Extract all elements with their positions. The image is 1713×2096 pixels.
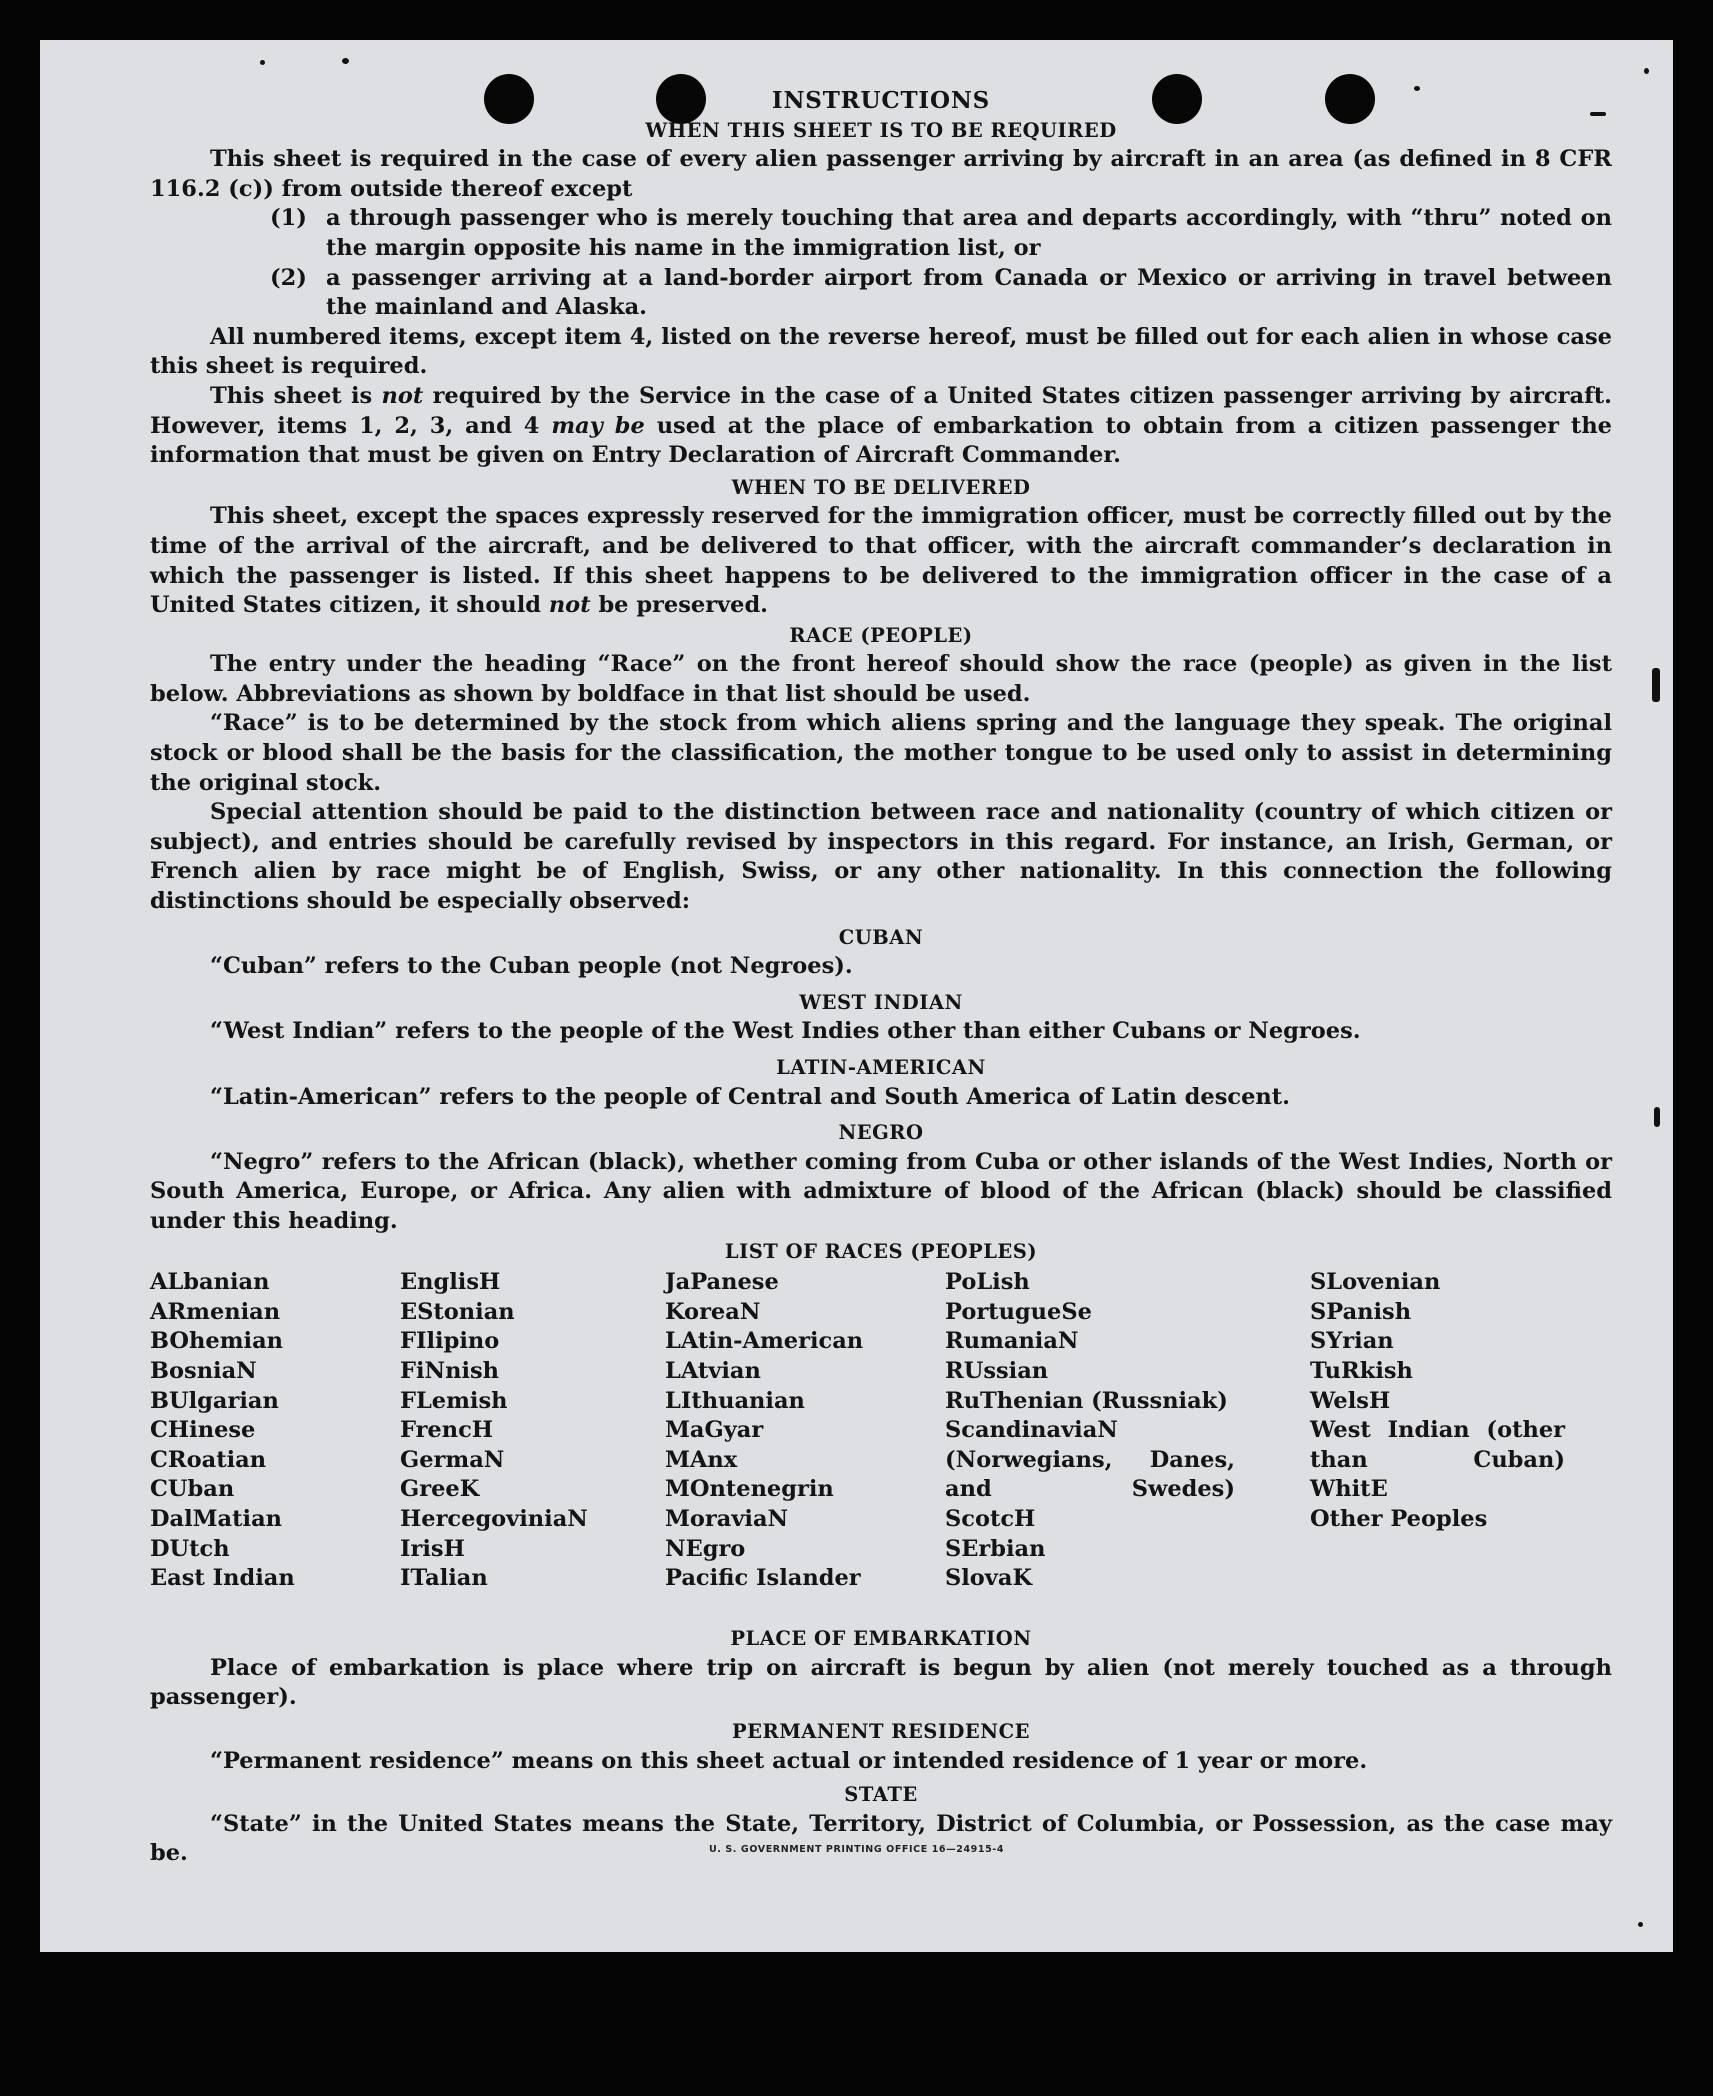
section-heading-negro: NEGRO	[838, 1121, 924, 1145]
race-item: West Indian (other than Cuban)	[1310, 1417, 1565, 1473]
race-item: SLovenian	[1310, 1269, 1441, 1296]
paragraph-permanent-residence: “Permanent residence” means on this sheet actual or intended residence of 1 year or more.	[210, 1747, 1368, 1774]
ink-speck	[260, 60, 265, 65]
paragraph-cuban: “Cuban” refers to the Cuban people (not Negroes).	[210, 953, 853, 980]
race-column	[1310, 1268, 1565, 1534]
item-number: (2)	[270, 264, 307, 291]
race-item: Pacific Islander	[665, 1565, 861, 1592]
race-item: DUtch	[150, 1535, 230, 1562]
section-heading-state: STATE	[844, 1783, 918, 1807]
race-item: ALbanian	[150, 1269, 270, 1296]
race-item: LAtin-American	[665, 1328, 864, 1355]
item-number: (1)	[270, 205, 307, 232]
printing-office-imprint: U. S. GOVERNMENT PRINTING OFFICE 16—24915-4	[708, 1844, 1005, 1855]
race-item: ITalian	[400, 1565, 488, 1592]
paragraph-delivered: This sheet, except the spaces expressly reserved for the immigration officer, must be correctly filled out by the time of the arrival of the aircraft, and be delivered to that officer, with the aircraft commander’s declaration in which the passenger is listed. If this sheet happens to be delivered to the immigration officer in the case of a United States citizen, it should not be preserved.	[150, 503, 1612, 619]
paragraph-race-1: The entry under the heading “Race” on the front hereof should show the race (people) as given in the list below. Abbreviations as shown by boldface in that list should be used.	[150, 651, 1612, 707]
race-item: LIthuanian	[665, 1387, 805, 1414]
race-item: PortugueSe	[945, 1298, 1092, 1325]
race-item: EnglisH	[400, 1269, 501, 1296]
race-item: FIlipino	[400, 1328, 500, 1355]
instructions-content	[150, 86, 1612, 1869]
race-item: CHinese	[150, 1417, 256, 1444]
paragraph-negro: “Negro” refers to the African (black), whether coming from Cuba or other islands of the West Indies, North or South America, Europe, or Africa. Any alien with admixture of blood of the African (black) should be classified under this heading.	[150, 1148, 1612, 1234]
race-item: FLemish	[400, 1387, 508, 1414]
race-item: BosniaN	[150, 1357, 257, 1384]
race-column	[945, 1268, 1235, 1594]
race-item: HercegoviniaN	[400, 1505, 588, 1532]
section-heading-race: RACE (PEOPLE)	[789, 623, 973, 647]
race-item: KoreaN	[665, 1298, 761, 1325]
race-item: MaGyar	[665, 1417, 764, 1444]
paragraph-citizen: This sheet is not required by the Service in the case of a United States citizen passenger arriving by aircraft. However, items 1, 2, 3, and 4 may be used at the place of embarkation to obtain from a citizen passenger the information that must be given on Entry Declaration of Aircraft Commander.	[150, 382, 1613, 469]
ink-speck	[1644, 68, 1649, 74]
paragraph-place-of-embarkation: Place of embarkation is place where trip on aircraft is begun by alien (not merely touched as a through passenger).	[150, 1654, 1612, 1711]
race-item: SlovaK	[945, 1565, 1033, 1592]
paragraph-state: “State” in the United States means the State, Territory, District of Columbia, or Possession, as the case may be.	[150, 1810, 1612, 1867]
race-item: BOhemian	[150, 1328, 284, 1355]
section-heading-when-delivered: WHEN TO BE DELIVERED	[731, 475, 1031, 499]
race-item: RUssian	[945, 1357, 1049, 1384]
race-item: FiNnish	[400, 1357, 500, 1384]
race-column	[665, 1268, 863, 1594]
race-item: MAnx	[665, 1446, 738, 1473]
main-title: INSTRUCTIONS	[771, 87, 991, 114]
race-item: NEgro	[665, 1535, 746, 1562]
paragraph-race-2: “Race” is to be determined by the stock from which aliens spring and the language they speak. The original stock or blood shall be the basis for the classification, the mother tongue to be used only to assist in determining the original stock.	[150, 710, 1612, 796]
race-item: East Indian	[150, 1565, 295, 1592]
paragraph-numbered-items: All numbered items, except item 4, listed on the reverse hereof, must be filled out for each alien in whose case this sheet is required.	[150, 323, 1612, 380]
race-list	[150, 1268, 1612, 1624]
section-heading-latin-american: LATIN-AMERICAN	[776, 1056, 986, 1079]
section-heading-place-of-embarkation: PLACE OF EMBARKATION	[730, 1627, 1032, 1651]
race-item: MOntenegrin	[665, 1476, 834, 1503]
paragraph-required-intro: This sheet is required in the case of every alien passenger arriving by aircraft in an area (as defined in 8 CFR 116.2 (c)) from outside thereof except	[150, 146, 1612, 202]
race-item: PoLish	[945, 1269, 1030, 1296]
race-item: RumaniaN	[945, 1328, 1079, 1355]
race-item: GreeK	[400, 1476, 480, 1503]
section-heading-list-of-races: LIST OF RACES (PEOPLES)	[724, 1239, 1038, 1263]
item-text: a passenger arriving at a land-border airport from Canada or Mexico or arriving in travel between the mainland and Alaska.	[326, 264, 1612, 321]
section-heading-cuban: CUBAN	[838, 925, 924, 949]
race-item: CRoatian	[150, 1446, 267, 1473]
race-item: SPanish	[1310, 1298, 1412, 1325]
exception-item	[270, 204, 1612, 263]
race-item: MoraviaN	[665, 1505, 789, 1532]
race-item: BUlgarian	[150, 1387, 279, 1414]
race-item: WelsH	[1310, 1387, 1391, 1414]
race-item: LAtvian	[665, 1357, 761, 1384]
race-column	[400, 1268, 588, 1594]
race-item: DalMatian	[150, 1505, 283, 1532]
race-item: FrencH	[400, 1417, 494, 1444]
race-item: GermaN	[400, 1446, 505, 1473]
race-item: ScandinaviaN (Norwegians, Danes, and Swedes)	[945, 1417, 1235, 1503]
race-item: ARmenian	[150, 1298, 281, 1325]
paragraph-race-3: Special attention should be paid to the distinction between race and nationality (country of which citizen or subject), and entries should be carefully revised by inspectors in this regard. For instance, an Irish, German, or French alien by race might be of English, Swiss, or any other nationality. In this connection the following distinctions should be especially observed:	[150, 799, 1612, 915]
ink-speck	[1638, 1922, 1643, 1927]
paragraph-west-indian: “West Indian” refers to the people of the West Indies other than either Cubans or Negroes.	[210, 1018, 1361, 1045]
section-heading-west-indian: WEST INDIAN	[799, 990, 963, 1014]
race-item: EStonian	[400, 1298, 515, 1325]
race-item: TuRkish	[1310, 1357, 1413, 1384]
ink-speck	[1654, 1107, 1660, 1127]
race-item: CUban	[150, 1476, 235, 1503]
exception-item	[270, 264, 1612, 323]
race-item: SErbian	[945, 1535, 1046, 1562]
race-item: SYrian	[1310, 1328, 1394, 1355]
section-heading-permanent-residence: PERMANENT RESIDENCE	[731, 1719, 1030, 1743]
document-sheet	[40, 40, 1673, 1952]
paragraph-latin-american: “Latin-American” refers to the people of Central and South America of Latin descent.	[210, 1083, 1290, 1110]
ink-speck	[1652, 668, 1660, 702]
ink-speck	[342, 58, 349, 64]
race-item: Other Peoples	[1310, 1505, 1488, 1532]
item-text: a through passenger who is merely touching that area and departs accordingly, with “thru” noted on the margin opposite his name in the immigration list, or	[326, 205, 1612, 261]
race-item: WhitE	[1310, 1476, 1388, 1503]
race-column	[150, 1268, 295, 1594]
race-item: ScotcH	[945, 1505, 1036, 1532]
race-item: RuThenian (Russniak)	[945, 1387, 1228, 1414]
race-item: JaPanese	[665, 1269, 779, 1296]
race-item: IrisH	[400, 1535, 465, 1562]
section-heading-when-required: WHEN THIS SHEET IS TO BE REQUIRED	[645, 118, 1117, 142]
